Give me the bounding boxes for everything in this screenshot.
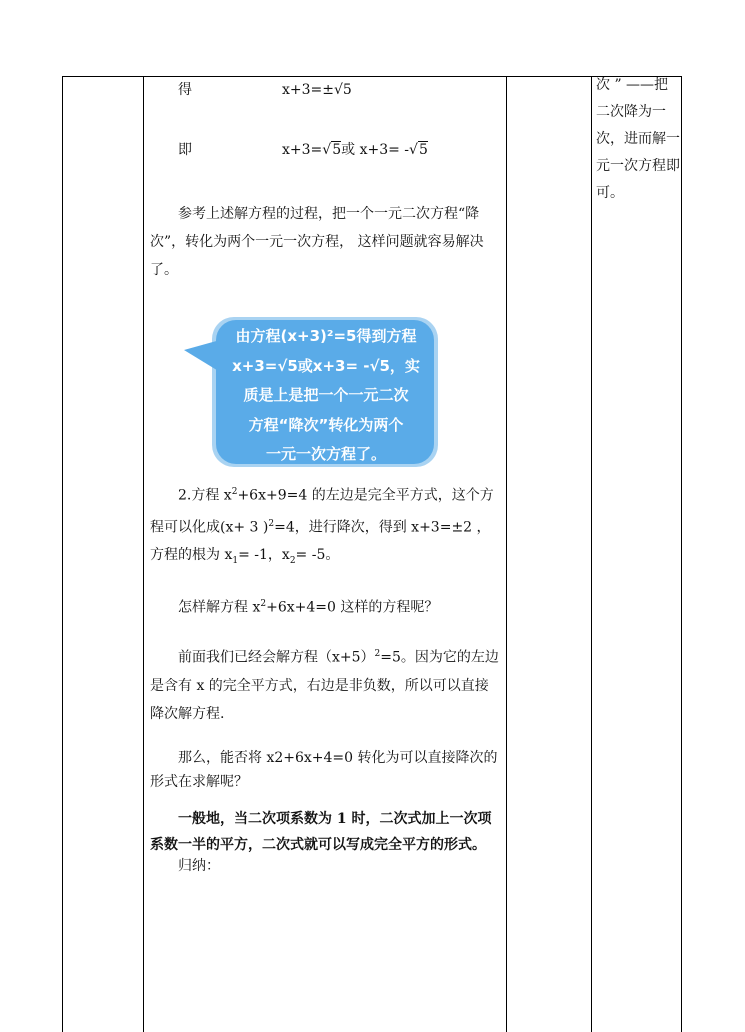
paragraph-6: 一般地，当二次项系数为 1 时，二次式加上一次项系数一半的平方，二次式就可以写成完全平方的形式。 xyxy=(150,811,492,853)
paragraph-3: 怎样解方程 $x^2+6x+4=0$ 这样的方程呢？ xyxy=(178,599,439,616)
line2-label: 即 xyxy=(178,142,192,158)
paragraph-7: 归纳： xyxy=(178,858,220,874)
bubble-line-5: 一元一次方程了。 xyxy=(265,445,386,463)
bubble-line-4: 方程“降次”转化为两个 xyxy=(248,415,404,434)
reference-paragraph: 参考上述解方程的过程，把一个一元二次方程“降次”，转化为两个一元一次方程， 这样问题就容易解决了。 xyxy=(150,206,484,278)
paragraph-5: 那么，能否将 x2+6x+4=0 转化为可以直接降次的形式在求解呢？ xyxy=(150,750,498,790)
line2-equation: x+3=√5或 x+3= -√5 xyxy=(282,142,428,158)
bubble-line-1: 由方程(x+3)²=5得到方程 xyxy=(235,327,417,345)
bubble-line-3: 质是上是把一个一元二次 xyxy=(243,386,409,404)
paragraph-2: 2.方程 $x^2+6x+9=4$ 的左边是完全平方式，这个方程可以化成(x+ 3 )$^2$=4，进行降次，得到 x+3=±2 ，方程的根为 $x_1= -1$，$x_2= -5$。 xyxy=(150,487,494,567)
bubble-line-2: x+3=√5或x+3= -√5，实 xyxy=(232,356,420,375)
bubble-text xyxy=(218,322,434,470)
line1-equation: x+3=±√5 xyxy=(282,82,352,98)
line1-label: 得 xyxy=(178,82,192,98)
side-note: 次 ” ——把二次降为一次，进而解一元一次方程即可。 xyxy=(596,77,680,201)
paragraph-4: 前面我们已经会解方程$(x+5)^2=5$。因为它的左边是含有 x 的完全平方式，右边是非负数，所以可以直接降次解方程. xyxy=(150,649,499,722)
speech-bubble-tail xyxy=(184,340,220,372)
